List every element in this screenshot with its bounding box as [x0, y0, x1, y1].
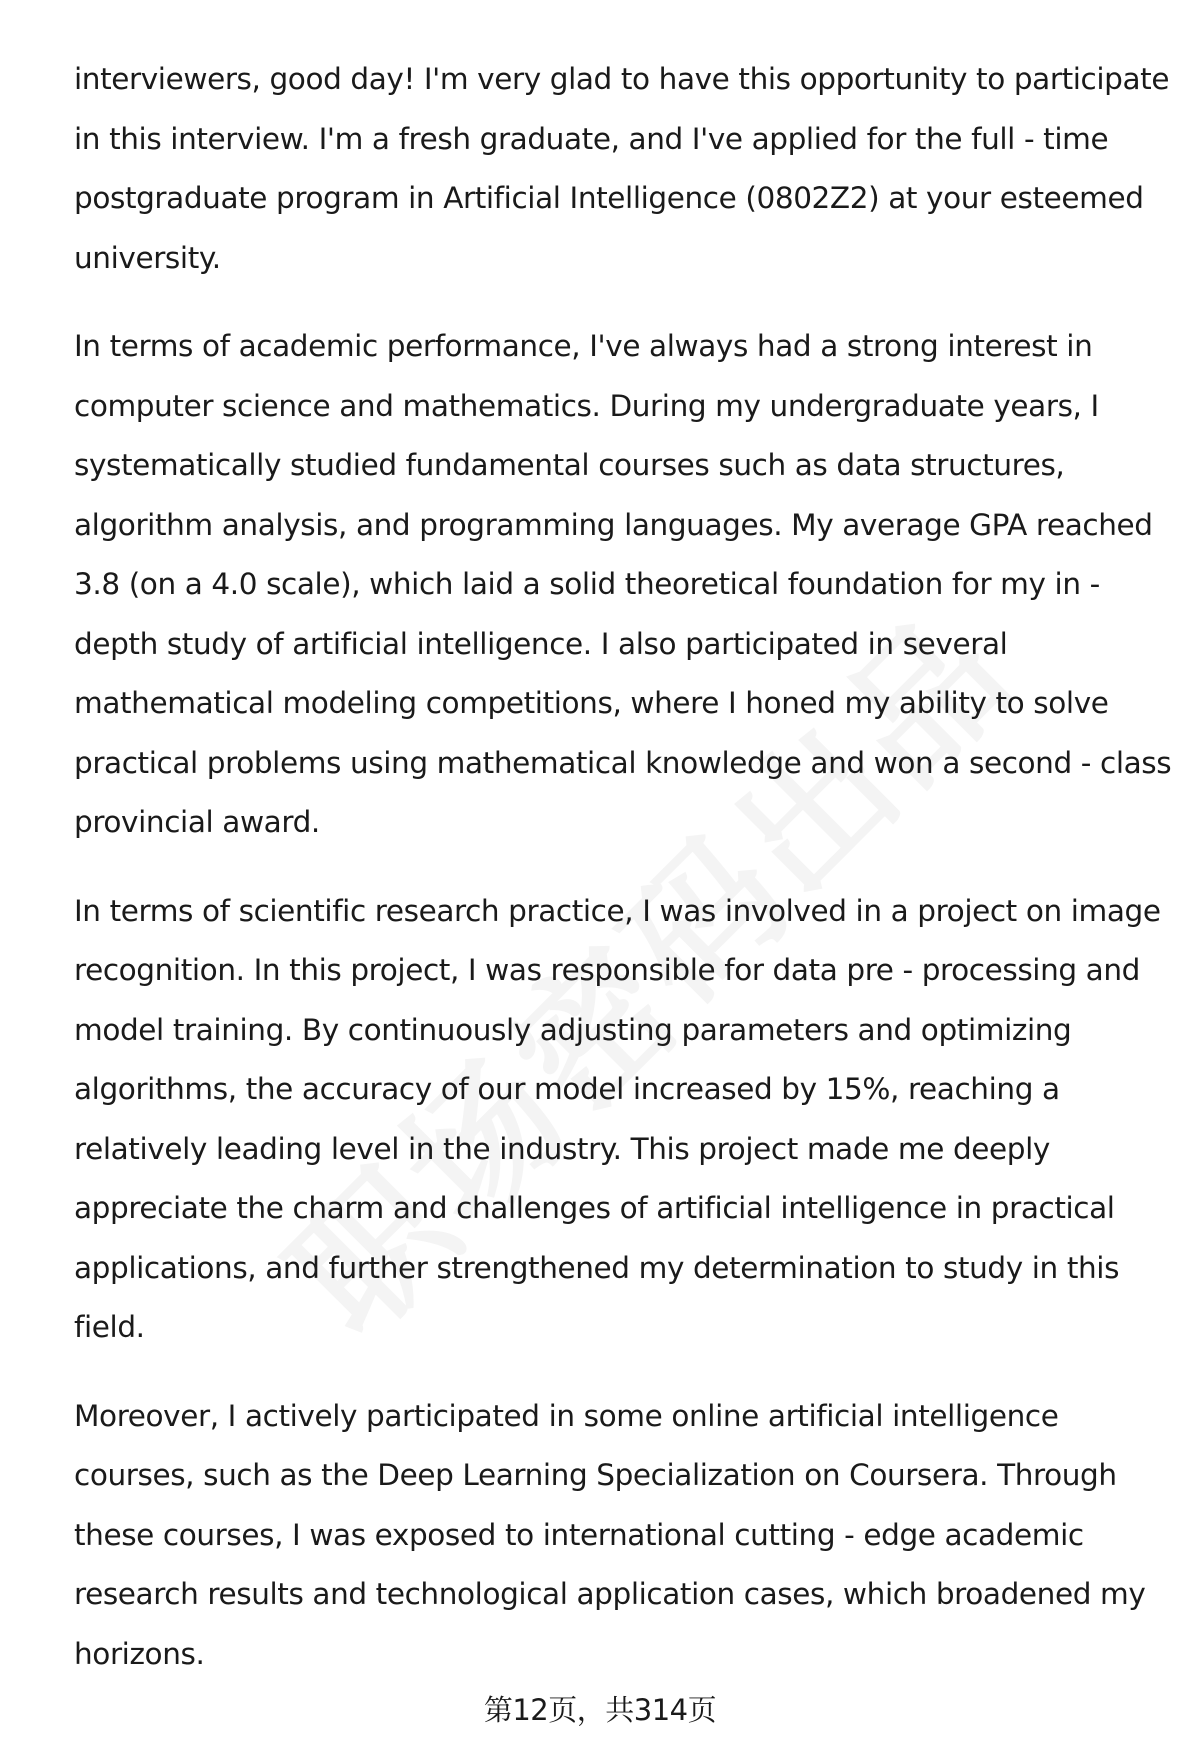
- text-line: field.: [74, 1310, 145, 1344]
- text-line: horizons.: [74, 1636, 205, 1671]
- text-line: research results and technological application cases, which broadened my: [74, 1577, 1146, 1611]
- text-line: depth study of artificial intelligence. I also participated in several: [74, 626, 1008, 661]
- text-line: provincial award.: [74, 805, 320, 839]
- text-line: appreciate the charm and challenges of artificial intelligence in practical: [74, 1191, 1115, 1225]
- text-line: recognition. In this project, I was responsible for data pre - processing and: [74, 953, 1140, 987]
- text-line: applications, and further strengthened my determination to study in this: [74, 1250, 1120, 1285]
- text-line: practical problems using mathematical knowledge and won a second - class: [74, 745, 1172, 780]
- text-line: 3.8 (on a 4.0 scale), which laid a solid theoretical foundation for my in -: [74, 567, 1100, 601]
- text-line: computer science and mathematics. During my undergraduate years, I: [74, 388, 1099, 423]
- text-line: in this interview. I'm a fresh graduate, and I've applied for the full - time: [74, 121, 1109, 156]
- document-body: [74, 50, 1174, 1713]
- text-line: In terms of academic performance, I've always had a strong interest in: [74, 329, 1093, 363]
- paragraph-research: [74, 882, 1174, 1358]
- paragraph-intro: [74, 50, 1174, 288]
- text-line: model training. By continuously adjusting parameters and optimizing: [74, 1012, 1072, 1047]
- text-line: postgraduate program in Artificial Intelligence (0802Z2) at your esteemed: [74, 181, 1144, 215]
- text-line: algorithm analysis, and programming languages. My average GPA reached: [74, 507, 1153, 542]
- text-line: In terms of scientific research practice, I was involved in a project on image: [74, 893, 1161, 928]
- text-line: Moreover, I actively participated in some online artificial intelligence: [74, 1398, 1059, 1433]
- page-number: 第12页，共314页: [483, 1693, 717, 1727]
- paragraph-academic: [74, 317, 1174, 853]
- text-line: relatively leading level in the industry. This project made me deeply: [74, 1131, 1050, 1166]
- text-line: these courses, I was exposed to international cutting - edge academic: [74, 1517, 1084, 1552]
- text-line: university.: [74, 240, 221, 275]
- text-line: interviewers, good day! I'm very glad to have this opportunity to participate: [74, 62, 1170, 96]
- text-line: algorithms, the accuracy of our model increased by 15%, reaching a: [74, 1072, 1060, 1106]
- text-line: courses, such as the Deep Learning Specialization on Coursera. Through: [74, 1458, 1117, 1492]
- paragraph-online-courses: [74, 1387, 1174, 1685]
- text-line: mathematical modeling competitions, where I honed my ability to solve: [74, 686, 1109, 720]
- text-line: systematically studied fundamental courses such as data structures,: [74, 448, 1065, 482]
